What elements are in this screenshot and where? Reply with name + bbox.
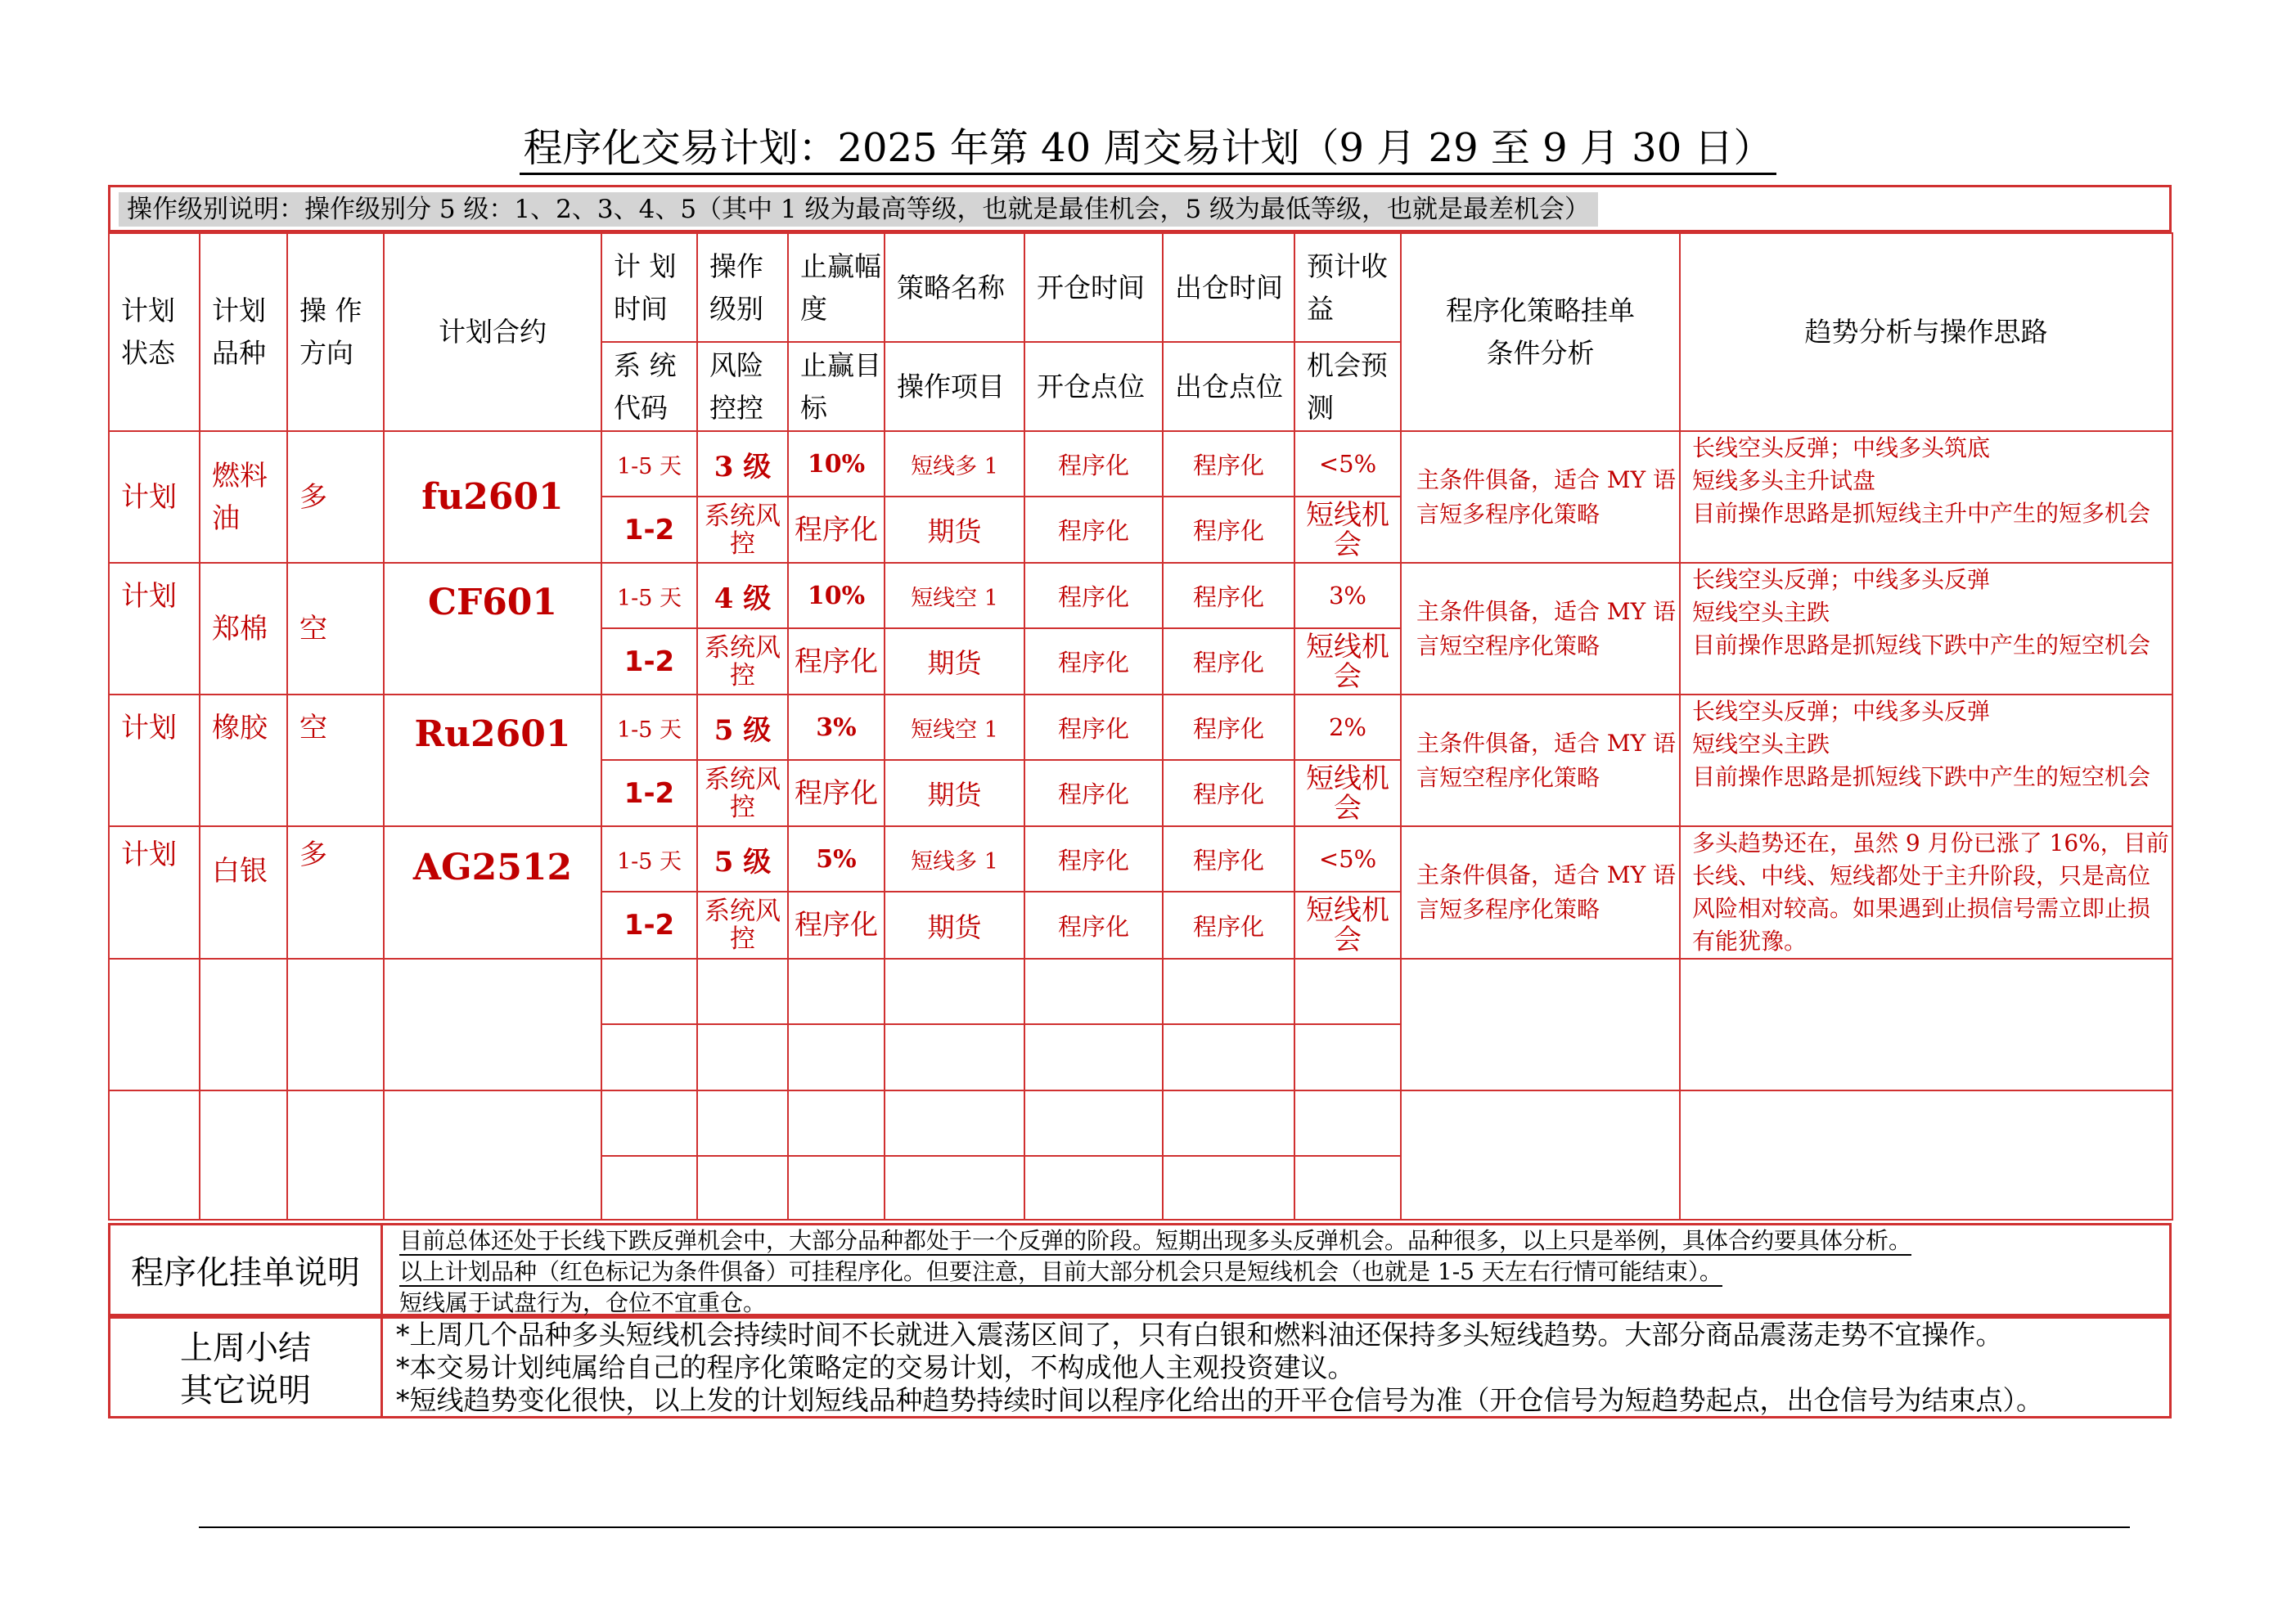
strategy-cell: 短线空 1 xyxy=(885,695,1024,760)
open-time-cell: 程序化 xyxy=(1024,826,1163,892)
empty-cell xyxy=(384,959,601,1090)
code-cell: 1-2 xyxy=(601,760,697,826)
empty-cell xyxy=(885,1156,1024,1220)
open-time-cell: 程序化 xyxy=(1024,563,1163,628)
table-row xyxy=(109,563,2172,628)
tp-cell: 10% xyxy=(788,563,885,628)
cond-cell: 主条件俱备，适合 MY 语言短多程序化策略 xyxy=(1401,431,1680,563)
summary-line: *本交易计划纯属给自己的程序化策略定的交易计划，不构成他人主观投资建议。 xyxy=(396,1351,1355,1383)
open-point-cell: 程序化 xyxy=(1024,628,1163,695)
tp-cell: 3% xyxy=(788,695,885,760)
empty-cell xyxy=(1294,1156,1401,1220)
variety-cell: 白银 xyxy=(200,826,287,959)
empty-cell xyxy=(287,959,384,1090)
close-point-cell: 程序化 xyxy=(1163,892,1294,959)
open-point-cell: 程序化 xyxy=(1024,497,1163,563)
header-close-time: 出仓时间 xyxy=(1163,233,1294,342)
empty-cell xyxy=(885,1090,1024,1156)
empty-cell xyxy=(200,1090,287,1220)
empty-row xyxy=(109,1090,2172,1156)
trend-cell: 长线空头反弹；中线多头反弹 短线空头主跌 目前操作思路是抓短线下跌中产生的短空机会 xyxy=(1680,695,2172,826)
level-note-row xyxy=(108,185,2172,232)
header-op-item: 操作项目 xyxy=(885,342,1024,431)
program-note-line: 以上计划品种（红色标记为条件俱备）可挂程序化。但要注意，目前大部分机会只是短线机会（也就是 1-5 天左右行情可能结束）。 xyxy=(399,1258,1722,1285)
empty-cell xyxy=(200,959,287,1090)
strategy-cell: 短线多 1 xyxy=(885,826,1024,892)
plan-time-cell: 1-5 天 xyxy=(601,563,697,628)
open-point-cell: 程序化 xyxy=(1024,760,1163,826)
item-cell: 期货 xyxy=(885,497,1024,563)
item-cell: 期货 xyxy=(885,628,1024,695)
cond-cell: 主条件俱备，适合 MY 语言短空程序化策略 xyxy=(1401,563,1680,695)
empty-row xyxy=(109,959,2172,1024)
table-row xyxy=(109,695,2172,760)
empty-cell xyxy=(1024,1090,1163,1156)
empty-cell xyxy=(1294,959,1401,1024)
header-close-point: 出仓点位 xyxy=(1163,342,1294,431)
header-variety: 计划品种 xyxy=(200,233,287,431)
chance-cell: 短线机会 xyxy=(1294,497,1401,563)
empty-cell xyxy=(601,959,697,1024)
empty-cell xyxy=(1401,1090,1680,1220)
contract-cell: fu2601 xyxy=(384,431,601,563)
tp-target-cell: 程序化 xyxy=(788,760,885,826)
trend-cell: 长线空头反弹；中线多头筑底 短线多头主升试盘 目前操作思路是抓短线主升中产生的短多机会 xyxy=(1680,431,2172,563)
empty-cell xyxy=(1163,959,1294,1024)
empty-cell xyxy=(109,959,200,1090)
header-contract: 计划合约 xyxy=(384,233,601,431)
header-expected-return: 预计收益 xyxy=(1294,233,1401,342)
plan-time-cell: 1-5 天 xyxy=(601,695,697,760)
header-system-code: 系 统代码 xyxy=(601,342,697,431)
program-note-line: 目前总体还处于长线下跌反弹机会中，大部分品种都处于一个反弹的阶段。短期出现多头反弹机会。品种很多，以上只是举例，具体合约要具体分析。 xyxy=(399,1227,1912,1254)
empty-cell xyxy=(1163,1024,1294,1090)
open-point-cell: 程序化 xyxy=(1024,892,1163,959)
header-cond-analysis: 程序化策略挂单条件分析 xyxy=(1401,233,1680,431)
header-direction: 操 作方向 xyxy=(287,233,384,431)
trend-cell: 长线空头反弹；中线多头反弹 短线空头主跌 目前操作思路是抓短线下跌中产生的短空机会 xyxy=(1680,563,2172,695)
summary-label-1: 上周小结 xyxy=(180,1329,311,1367)
contract-cell: AG2512 xyxy=(384,826,601,959)
header-open-time: 开仓时间 xyxy=(1024,233,1163,342)
plan-time-cell: 1-5 天 xyxy=(601,431,697,497)
header-risk-control: 风险控控 xyxy=(697,342,788,431)
summary-label-2: 其它说明 xyxy=(180,1372,311,1409)
empty-cell xyxy=(1401,959,1680,1090)
empty-cell xyxy=(885,1024,1024,1090)
tp-target-cell: 程序化 xyxy=(788,892,885,959)
empty-cell xyxy=(788,1090,885,1156)
empty-cell xyxy=(697,1024,788,1090)
empty-cell xyxy=(1680,959,2172,1090)
direction-cell: 多 xyxy=(287,826,384,959)
header-trend-analysis: 趋势分析与操作思路 xyxy=(1680,233,2172,431)
header-open-point: 开仓点位 xyxy=(1024,342,1163,431)
header-tp-target: 止赢目标 xyxy=(788,342,885,431)
risk-cell: 系统风控 xyxy=(697,628,788,695)
variety-cell: 燃料油 xyxy=(200,431,287,563)
status-cell: 计划 xyxy=(109,563,200,695)
empty-cell xyxy=(109,1090,200,1220)
header-op-level: 操作级别 xyxy=(697,233,788,342)
expected-cell: 3% xyxy=(1294,563,1401,628)
code-cell: 1-2 xyxy=(601,497,697,563)
empty-cell xyxy=(788,1156,885,1220)
close-time-cell: 程序化 xyxy=(1163,563,1294,628)
chance-cell: 短线机会 xyxy=(1294,628,1401,695)
expected-cell: <5% xyxy=(1294,826,1401,892)
item-cell: 期货 xyxy=(885,760,1024,826)
summary-label xyxy=(108,1316,383,1418)
empty-cell xyxy=(697,1156,788,1220)
status-cell: 计划 xyxy=(109,826,200,959)
tp-target-cell: 程序化 xyxy=(788,628,885,695)
summary-line: *短线趋势变化很快，以上发的计划短线品种趋势持续时间以程序化给出的开平仓信号为准（开仓信号为短趋势起点，出仓信号为结束点）。 xyxy=(396,1384,2043,1416)
plan-table xyxy=(108,232,2173,1221)
header-status: 计划状态 xyxy=(109,233,200,431)
code-cell: 1-2 xyxy=(601,892,697,959)
header-tp-range: 止赢幅度 xyxy=(788,233,885,342)
risk-cell: 系统风控 xyxy=(697,497,788,563)
strategy-cell: 短线多 1 xyxy=(885,431,1024,497)
risk-cell: 系统风控 xyxy=(697,892,788,959)
page-title: 程序化交易计划：2025 年第 40 周交易计划（9 月 29 至 9 月 30 日） xyxy=(0,123,2296,173)
empty-cell xyxy=(788,959,885,1024)
table-row xyxy=(109,826,2172,892)
status-cell: 计划 xyxy=(109,695,200,826)
close-point-cell: 程序化 xyxy=(1163,628,1294,695)
table-row xyxy=(109,431,2172,497)
expected-cell: <5% xyxy=(1294,431,1401,497)
header-plan-time: 计 划时间 xyxy=(601,233,697,342)
footer-rule xyxy=(199,1526,2130,1528)
chance-cell: 短线机会 xyxy=(1294,760,1401,826)
empty-cell xyxy=(885,959,1024,1024)
program-notes xyxy=(383,1223,2172,1316)
empty-cell xyxy=(601,1024,697,1090)
direction-cell: 多 xyxy=(287,431,384,563)
empty-cell xyxy=(287,1090,384,1220)
empty-cell xyxy=(1024,1024,1163,1090)
level-cell: 5 级 xyxy=(697,826,788,892)
empty-cell xyxy=(1680,1090,2172,1220)
close-time-cell: 程序化 xyxy=(1163,826,1294,892)
empty-cell xyxy=(1024,959,1163,1024)
level-cell: 4 级 xyxy=(697,563,788,628)
tp-target-cell: 程序化 xyxy=(788,497,885,563)
close-point-cell: 程序化 xyxy=(1163,760,1294,826)
cond-cell: 主条件俱备，适合 MY 语言短空程序化策略 xyxy=(1401,695,1680,826)
header-strategy-name: 策略名称 xyxy=(885,233,1024,342)
summary-line: *上周几个品种多头短线机会持续时间不长就进入震荡区间了，只有白银和燃料油还保持多头短线趋势。大部分商品震荡走势不宜操作。 xyxy=(396,1319,2003,1351)
plan-time-cell: 1-5 天 xyxy=(601,826,697,892)
tp-cell: 5% xyxy=(788,826,885,892)
empty-cell xyxy=(384,1090,601,1220)
open-time-cell: 程序化 xyxy=(1024,695,1163,760)
summary-notes xyxy=(383,1316,2172,1418)
empty-cell xyxy=(601,1090,697,1156)
empty-cell xyxy=(1163,1090,1294,1156)
direction-cell: 空 xyxy=(287,695,384,826)
empty-cell xyxy=(788,1024,885,1090)
contract-cell: Ru2601 xyxy=(384,695,601,826)
close-time-cell: 程序化 xyxy=(1163,695,1294,760)
expected-cell: 2% xyxy=(1294,695,1401,760)
empty-cell xyxy=(1294,1024,1401,1090)
trend-cell: 多头趋势还在，虽然 9 月份已涨了 16%，目前长线、中线、短线都处于主升阶段，只是高位风险相对较高。如果遇到止损信号需立即止损有能犹豫。 xyxy=(1680,826,2172,959)
strategy-cell: 短线空 1 xyxy=(885,563,1024,628)
open-time-cell: 程序化 xyxy=(1024,431,1163,497)
empty-cell xyxy=(601,1156,697,1220)
chance-cell: 短线机会 xyxy=(1294,892,1401,959)
cond-cell: 主条件俱备，适合 MY 语言短多程序化策略 xyxy=(1401,826,1680,959)
status-cell: 计划 xyxy=(109,431,200,563)
header-row-1 xyxy=(109,233,2172,342)
empty-cell xyxy=(1163,1156,1294,1220)
contract-cell: CF601 xyxy=(384,563,601,695)
empty-cell xyxy=(1024,1156,1163,1220)
level-cell: 5 级 xyxy=(697,695,788,760)
level-note: 操作级别说明：操作级别分 5 级：1、2、3、4、5（其中 1 级为最高等级，也就是最佳机会，5 级为最低等级，也就是最差机会） xyxy=(119,192,1598,227)
header-chance-forecast: 机会预测 xyxy=(1294,342,1401,431)
variety-cell: 郑棉 xyxy=(200,563,287,695)
close-time-cell: 程序化 xyxy=(1163,431,1294,497)
code-cell: 1-2 xyxy=(601,628,697,695)
empty-cell xyxy=(697,959,788,1024)
program-notes-label: 程序化挂单说明 xyxy=(108,1223,383,1316)
level-cell: 3 级 xyxy=(697,431,788,497)
empty-cell xyxy=(697,1090,788,1156)
close-point-cell: 程序化 xyxy=(1163,497,1294,563)
program-note-line: 短线属于试盘行为，仓位不宜重仓。 xyxy=(399,1289,767,1316)
direction-cell: 空 xyxy=(287,563,384,695)
item-cell: 期货 xyxy=(885,892,1024,959)
risk-cell: 系统风控 xyxy=(697,760,788,826)
empty-cell xyxy=(1294,1090,1401,1156)
tp-cell: 10% xyxy=(788,431,885,497)
variety-cell: 橡胶 xyxy=(200,695,287,826)
